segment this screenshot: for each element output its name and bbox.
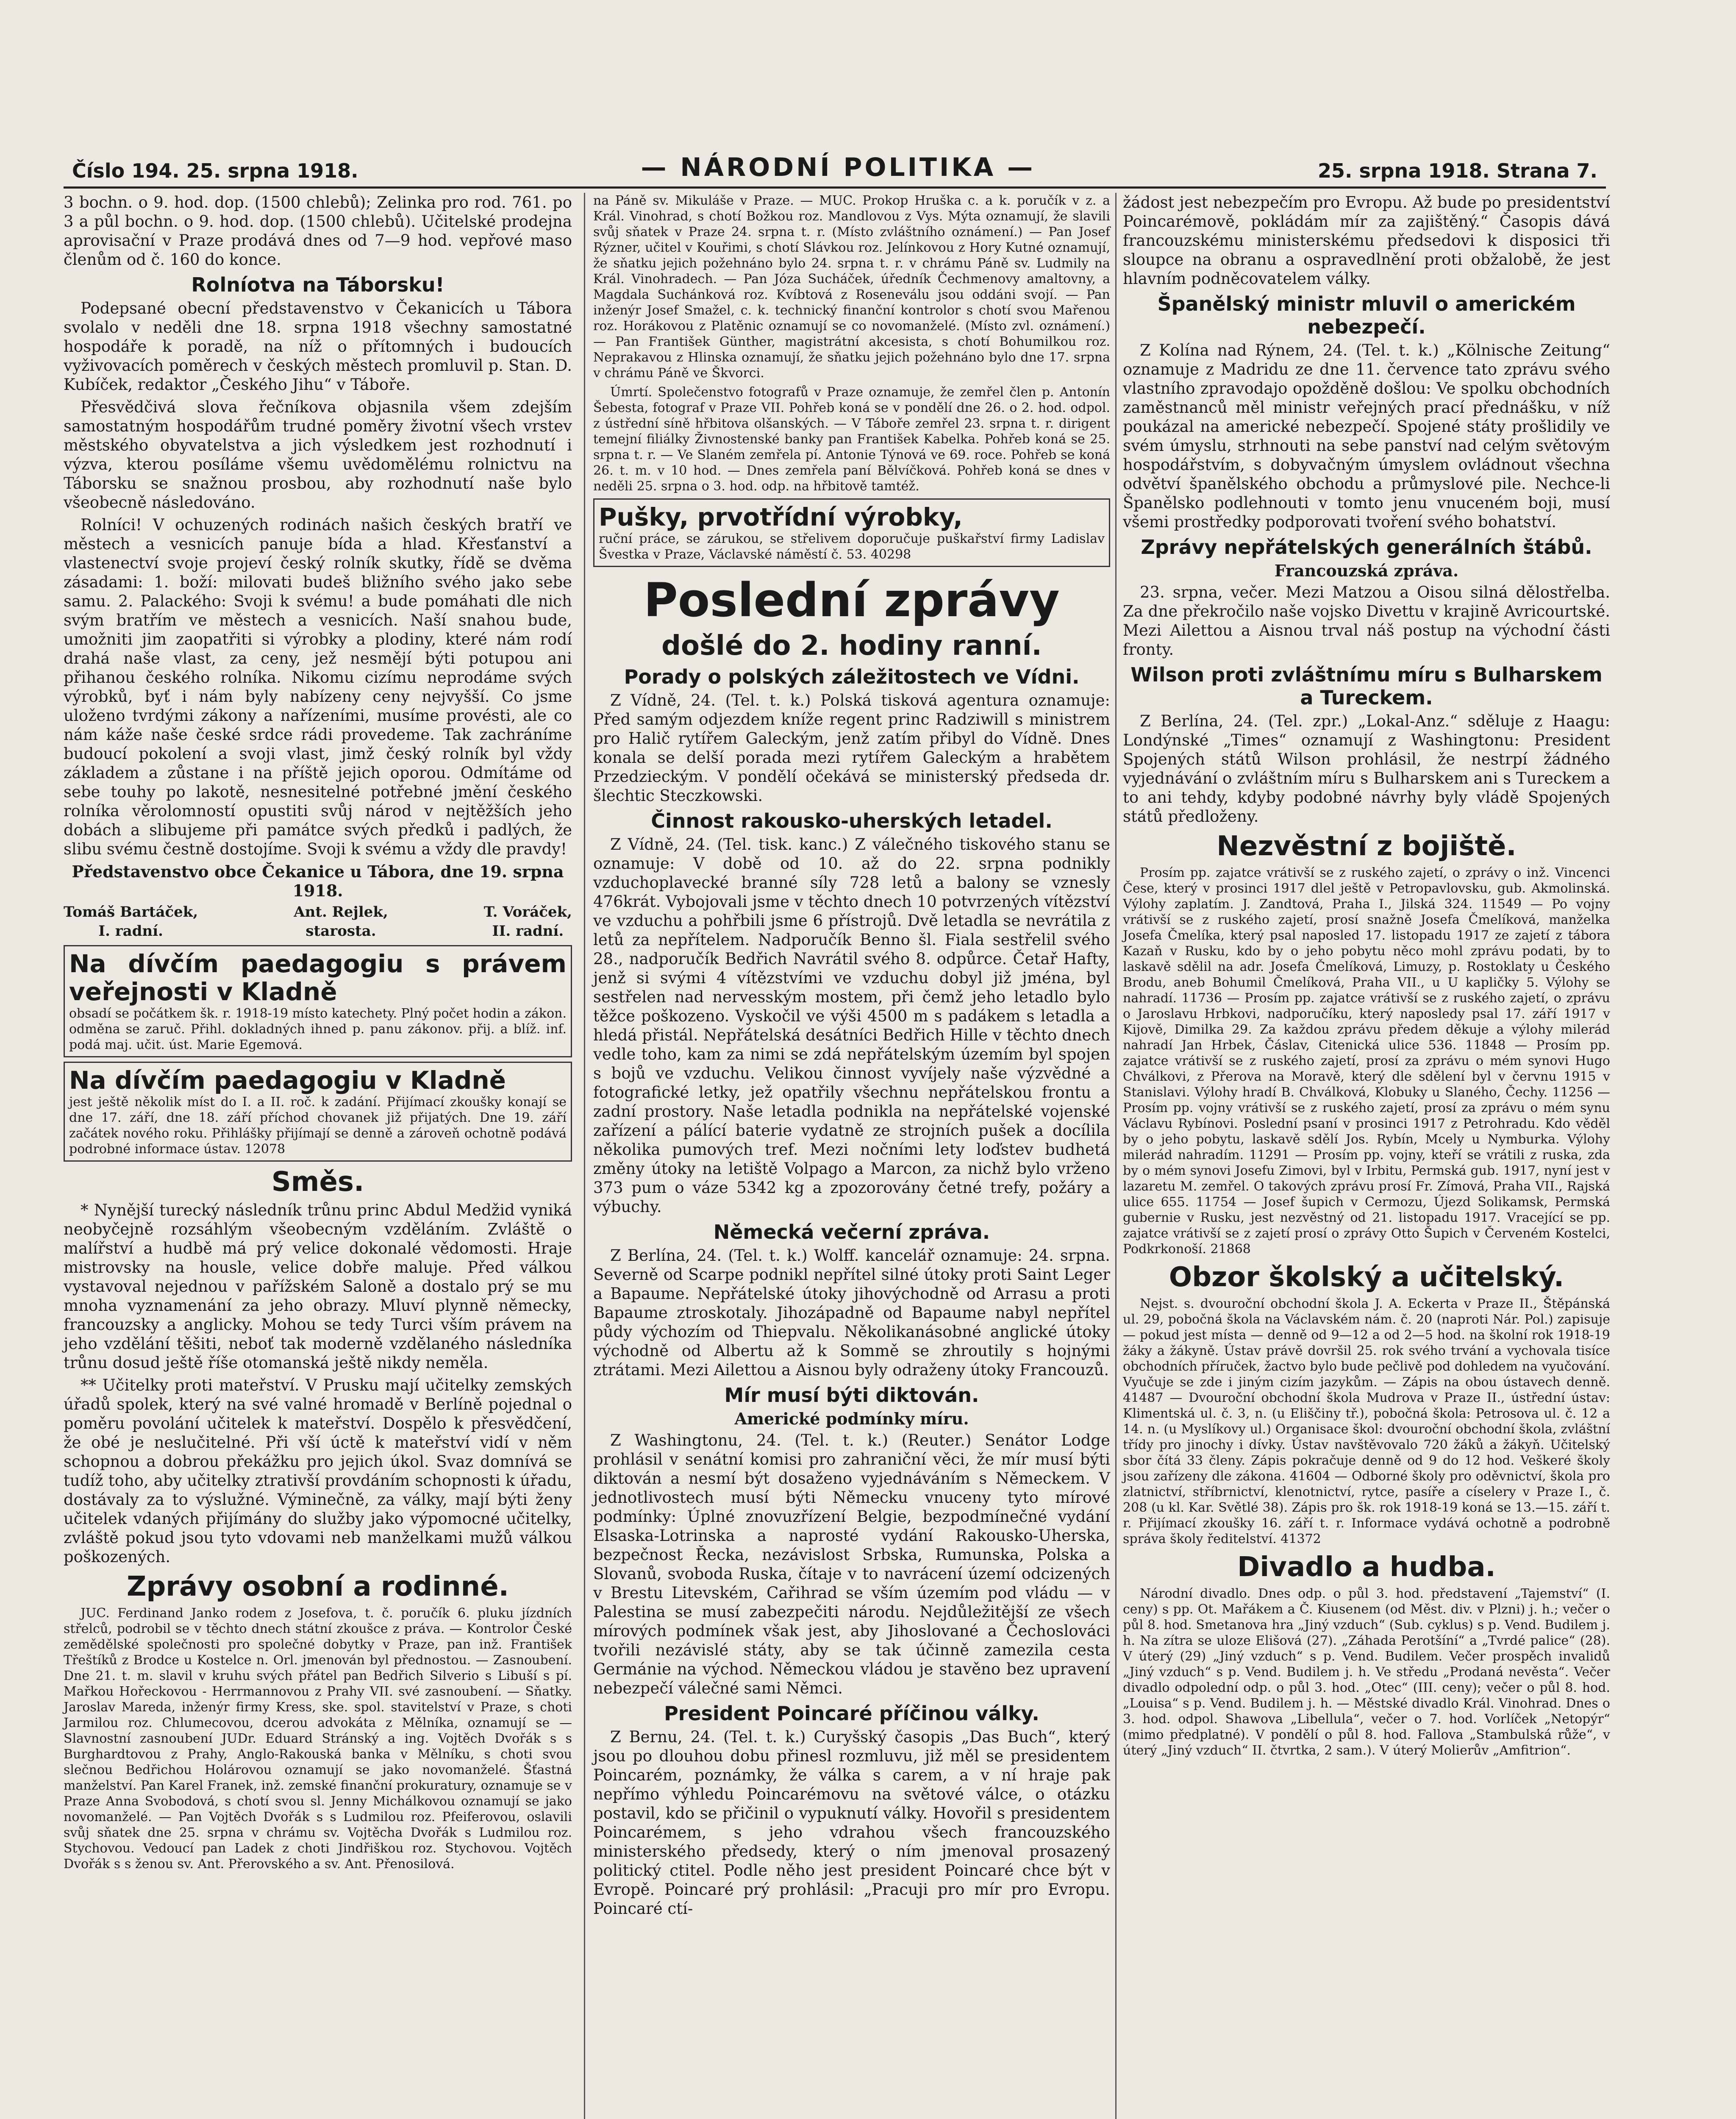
article-heading: Německá večerní zpráva. [713, 1221, 990, 1243]
ad-text: jest ještě několik míst do I. a II. roč. k zadání. Přijímací zkoušky konají se dne 17. září, dne 18. září příchod chovanek již přijatých. Dne 19. září začátek nového roku. Přihlášky přijímají se denně a zároveň ochotně podává podrobné informace ústav. 12078 [69, 1095, 567, 1157]
column-3 [1123, 193, 1610, 1762]
issue-info: Číslo 194. 25. srpna 1918. [72, 159, 358, 182]
advertisement [64, 1062, 572, 1162]
page-header [72, 153, 1597, 182]
signature [484, 903, 572, 941]
signature [64, 903, 198, 941]
signatures [64, 903, 572, 941]
article-paragraph: 23. srpna, večer. Mezi Matzou a Oisou silná dělostřelba. Za dne překročilo naše vojsko Divettu v krajině Avricourtské. Mezi Ailettou a Aisnou trval náš postup na východní části fronty. [1123, 583, 1610, 659]
article-paragraph: ** Učitelky proti mateřství. V Prusku mají učitelky zemských úřadů spolek, který na své valné hromadě v Berlíně pojednal o poměru povolání učitelek k mateřství. Dospělo k přesvědčení, že obé je neslučitelné. Při vší úctě k mateřství vidí v něm schopnou a dobrou překážku pro jejich úkol. Svaz domnívá se tudíž toho, aby učitelky ztrativší provdáním schopnosti k úřadu, dostávaly za to výslužné. Výminečně, za války, mají býti ženy učitelek vdaných přijímány do služby jako výpomocné učitelky, zvláště pokud jsou tyto vdovami neb manželkami mužů válkou poškozených. [64, 1376, 572, 1566]
section-heading: Poslední zprávy [644, 573, 1060, 627]
section-heading: Obzor školský a učitelský. [1169, 1262, 1564, 1293]
article-heading: Rolníotva na Táborsku! [191, 273, 444, 296]
signature-name: Ant. Rejlek, [294, 904, 388, 920]
article-paragraph: Z Bernu, 24. (Tel. t. k.) Curyšský časopis „Das Buch“, který jsou po dlouhou dobu přinesl rozmluvu, již měl se presidentem Poincarém, poznámky, že válka s carem, a v ní hraje pak nepřímo výhledu Poincarémovu na světové válce, o otázku postavil, kdo se přičinil o vypuknutí války. Hovořil s presidentem Poincarémem, s jeho vdrahou všech francouzského ministerského předsedy, který o ním jmenoval prosazený politický ctitel. Podle něho jest president Poincaré chce být v Evropě. Poincaré prý prohlásil: „Pracuji pro mír pro Evropu. Poincaré ctí- [593, 1728, 1110, 1918]
obituaries: Úmrtí. Společenstvo fotografů v Praze oznamuje, že zemřel člen p. Antonín Šebesta, fotograf v Praze VII. Pohřeb koná se v pondělí dne 26. o 2. hod. odpol. z ústřední síně hřbitova olšanských. — V Táboře zemřel 23. srpna t. r. dirigent temejní filiálky Živnostenské banky pan František Kabelka. Pohřeb koná se 25. srpna t. r. — Ve Slaném zemřela pí. Antonie Týnová ve 69. roce. Pohřeb se koná 26. t. m. v 10 hod. — Dnes zemřela paní Bělvíčková. Pohřeb koná se dnes v neděli 25. srpna o 3. hod. odp. na hřbitově tamtéž. [593, 385, 1110, 494]
header-rule [64, 186, 1606, 189]
article-heading: Činnost rakousko-uherských letadel. [651, 809, 1053, 832]
article-paragraph: Rolníci! V ochuzených rodinách našich českých bratří ve městech a vesnicích panuje bída a hlad. Křesťanství a vlastenectví svoje projeví český rolník skutky, řídě se dvěma zásadami: 1. boží: milovati budeš bližního svého jako sebe samu. 2. Palackého: Svoji k svému! a bude pomáhati dle nich svým bratřím ve městech a vesnicích. Naší snahou bude, umožniti jim zaopatřiti si výrobky a plodiny, které nám rodí drahá naše vlast, za ceny, jež nesmějí býti potupou ani přihanou českého rolníka. Nikomu cizímu neprodáme svých výrobků, byť i nám byly nabízeny ceny nejvyšší. Co jsme uloženo tvrdými zákony a nařízeními, musíme provésti, ale co nám káže naše české srdce rádi provedeme. Tak zachráníme budoucí pokolení a svoji vlast, jimž český rolník byl vždy základem a zůstane i na příště jejich oporou. Odmítáme od sebe touhy po lakotě, nesnesitelné potřebné jmění českého rolníka věrolomností opustiti svůj národ v nejtěžších jeho dobách a slibujeme při památce svých předků i padlých, že slibu svému čestně dostojíme. Svoji k svému a vždy dle pravdy! [64, 516, 572, 858]
ad-text: ruční práce, se zárukou, se střelivem doporučuje puškařství firmy Ladislav Švestka v Praze, Václavské náměstí č. 53. 40298 [599, 531, 1105, 562]
masthead-title: — NÁRODNÍ POLITIKA — [641, 153, 1036, 182]
article-paragraph: Z Berlína, 24. (Tel. zpr.) „Lokal-Anz.“ sděluje z Haagu: Londýnské „Times“ oznamují z Washingtonu: President Spojených států Wilson prohlásil, že nestrpí žádného vyjednávání o zvláštním míru s Bulharskem ani s Tureckem a to ani tehdy, kdyby podobné návrhy byly vládě Spojených států předloženy. [1123, 712, 1610, 826]
intro-paragraph: 3 bochn. o 9. hod. dop. (1500 chlebů); Zelinka pro rod. 761. po 3 a půl bochn. o 9. hod. dop. (1500 chlebů). Učitelské prodejna aprovisační v Praze prodává dnes od 7—9 hod. vepřové maso členům od č. 160 do konce. [64, 193, 572, 269]
article-paragraph: Z Berlína, 24. (Tel. t. k.) Wolff. kancelář oznamuje: 24. srpna. Severně od Scarpe podnikl nepřítel silné útoky proti Saint Leger a Bapaume. Nepřátelské útoky jihovýchodně od Arrasu a proti Bapaume ztroskotaly. Jihozápadně od Bapaume nabyl nepřítel půdy výchozím od Thiepvalu. Několikanásobné anglické útoky východně od Albertu až k Sommě se zhroutily s hojnými ztrátami. Mezi Ailettou a Aisnou byly odraženy útoky Francouzů. [593, 1246, 1110, 1379]
signature-name: Tomáš Bartáček, [64, 904, 198, 920]
article-paragraph: Národní divadlo. Dnes odp. o půl 3. hod. představení „Tajemství“ (I. ceny) s pp. Ot. Mařákem a Č. Kiusenem (od Měst. div. v Plzni) j. h.; večer o půl 8. hod. Smetanova hra „Jiný vzduch“ (Sub. cyklus) s p. Vend. Budilem j. h. Na zítra se uloze Elišová (27). „Záhada Perotšíní“ a „Tvrdé palice“ (28). V úterý (29) „Jiný vzduch“ s p. Vend. Budilem. Večer prospěch invalidů „Jiný vzduch“ s p. Vend. Budilem j. h. Ve středu „Prodaná nevěsta“. Večer divadlo odpolední odp. o půl 3. hod. „Otec“ (III. ceny); večer o půl 8. hod. „Louisa“ s p. Vend. Budilem j. h. — Městské divadlo Král. Vinohrad. Dnes o 3. hod. odpol. Shawova „Libellula“, večer o 7. hod. Vorlíček „Netopýr“ (mimo předplatné). V pondělí o půl 8. hod. Fallova „Stambulská růže“, v úterý „Jiný vzduch“ II. čtvrtka, 2 sam.). V úterý Molierův „Amfitrion“. [1123, 1586, 1610, 1758]
column-2 [593, 193, 1110, 1922]
article-heading: Porady o polských záležitostech ve Vídni. [624, 665, 1080, 688]
advertisement [64, 945, 572, 1057]
advertisement [593, 498, 1110, 567]
section-heading: Divadlo a hudba. [1237, 1552, 1496, 1583]
article-paragraph: Podepsané obecní představenstvo v Čekanicích u Tábora svolalo v neděli dne 18. srpna 1918 všechny samostatné hospodáře k poradě, na níž o přítomných i budoucích vyživovacích poměrech v českých městech promluvil p. Stan. D. Kubíček, redaktor „Českého Jihu“ v Táboře. [64, 299, 572, 394]
signature [294, 903, 388, 941]
signature-role: starosta. [306, 923, 376, 940]
article-paragraph: Z Washingtonu, 24. (Tel. t. k.) (Reuter.) Senátor Lodge prohlásil v senátní komisi pro zahraniční věci, že mír musí býti diktován a nesmí být dosaženo vyjednáváním s Německem. V jednotlivostech musí býti Německu vnuceny tyto mírové podmínky: Úplné znovuzřízení Belgie, bezpodmínečné vydání Elsaska-Lotrinska a naprosté vydání Rakousko-Uherska, bezpečnost Řecka, nezávislost Srbska, Rumunska, Polska a Slovanů, svoboda Ruska, čítaje v to navrácení území odcizených v Brestu Litevském, Cařihrad se vším územím pod vládu — v Palestina se musí zabezpečiti národu. Nejdůležitější ze všech mírových podmínek však jest, aby Jihoslované a Čechoslováci tvořili nezávislé státy, aby se tak účinně zamezila cesta Germánie na východ. Německou vládou je stavěno bez upravení nebezpečí válečné sami Němci. [593, 1431, 1110, 1697]
section-subheading: došlé do 2. hodiny ranní. [661, 630, 1042, 662]
article-paragraph: na Páně sv. Mikuláše v Praze. — MUC. Prokop Hruška c. a k. poručík v z. a Král. Vinohrad, s chotí Božkou roz. Mandlovou z Vys. Mýta oznamují, že slavili svůj sňatek v Praze 24. srpna t. r. (Místo zvláštního oznámení.) — Pan Josef Rýzner, učitel v Kouřimi, s chotí Slávkou roz. Jelínkovou z Hory Kutné oznamují, že sňatku jejich požehnáno bylo 24. srpna t. r. v chrámu Páně sv. Ludmily na Král. Vinohradech. — Pan Józa Sucháček, úředník Čechmenovy amaltovny, a Magdala Suchánková roz. Kvíbtová z Roseneválu jsou oddáni svojí. — Pan inženýr Josef Smažel, c. k. technický finanční kontrolor s chotí svou Mařenou roz. Horákovou z Platěnic oznamují se co novomanželé. (Místo zvl. oznámení.) — Pan František Günther, magistrátní akcesista, s chotí Bohumilkou roz. Neprakavou z Hlinska oznamují, že sňatku jejich požehnáno bylo dne 17. srpna v chrámu Páně ve Škvorci. [593, 193, 1110, 381]
ad-title: Pušky, prvotřídní výrobky, [599, 503, 963, 531]
article-paragraph: * Nynější turecký následník trůnu princ Abdul Medžid vyniká neobyčejně rozsáhlým všeobecným vzděláním. Zvláště o malířství a hudbě má prý velice dokonalé vědomosti. Hraje mistrovsky na housle, velice dobře maluje. Před válkou vystavoval nejednou v pařížském Saloně a dostalo prý se mu mnoha vyznamenání za jeho obrazy. Mluví plynně německy, francouzsky a anglicky. Mohou se tedy Turci vším právem na jeho vzdělání těšiti, neboť tak moderně vzdělaného následníka trůnu dosud ještě říše otomanská ještě nikdy neměla. [64, 1201, 572, 1372]
missing-persons-notices: Prosím pp. zajatce vrátivší se z ruského zajetí, o zprávy o inž. Vincenci Čese, který v prosinci 1917 dlel ještě v Petropavlovsku, gub. Akmolinská. Výlohy zaplatím. J. Zandtová, Praha I., Jilská 324. 11549 — Po vojny vrátivší se z ruského zajetí, prosí snažně Josefa Čmelíková, manželka Josefa Čmelíka, který psal naposled 17. listopadu 1917 ze zajetí z tábora Kazaň v Rusku, kdo by o jeho pobytu něco mohl zprávu podati, by to laskavě sdělil na adr. Josefa Čmelíková, Limuzy, p. Rostoklaty u Českého Brodu, aneb Bohumil Čmelíková, Praha VII., u U kapličky 5. Výlohy se nahradí. 11736 — Prosím pp. zajatce vrátivší se z ruského zajetí, o zprávu o Jaroslavu Hrbkovi, nadporučíku, který naposledy psal 17. září 1917 v Kijově, Dimilka 29. Za každou zprávu předem děkuje a výlohy milerád nahradí Jan Hrbek, Čáslav, Citenická ulice 536. 11848 — Prosím pp. zajatce vrátivší se z ruského zajetí, prosí za zprávu o mém synovi Hugo Chválkovi, z Přerova na Moravě, který dle sdělení byl v červnu 1915 v Stanislavi. Výlohy hradí B. Chválková, Klobuky u Slaného, Čechy. 11256 — Prosím pp. vojny vrátivší se z ruského zajetí, prosí za zprávu o mém synu Václavu Rybínovi. Poslední psaní v prosinci 1917 z Petrohradu. Kdo věděl by o jeho pobytu, laskavě sdělí Jos. Rybín, Mcely u Nymburka. Výlohy milerád nahradím. 11291 — Prosím pp. vojny, kteří se vrátili z ruska, zda by o mém synovi Josefu Zimovi, byl v Irbitu, Permská gub. 1917, nyní jest v lazaretu M. zemřel. O takových zprávu prosí Fr. Zímová, Praha VII., Rajská ulice 655. 11754 — Josef šupich v Cermozu, Újezd Solikamsk, Permská gubernie v Rusku, jest nezvěstný od 21. listopadu 1917. Vracející se pp. zajatce vrátivší se z zajetí prosí o zprávy Otto Šupich v Červeném Kostelci, Podkrkonoší. 21868 [1123, 865, 1610, 1257]
article-paragraph: Nejst. s. dvouroční obchodní škola J. A. Eckerta v Praze II., Štěpánská ul. 29, pobočná škola na Václavském nám. č. 20 (naproti Nár. Pol.) zapisuje — pokud jest místa — denně od 9—12 a od 2—5 hod. na školní rok 1918-19 žáky a žákyně. Ústav právě dovršil 25. rok svého trvání a vychovala tisíce obchodních příruček, žactvo bylo bude pečlivě pod dohledem na vyučování. Vyučuje se zde i jiným cizím jazykům. — Zápis na obou ústavech denně. 41487 — Dvouroční obchodní škola Mudrova v Praze II., ústřední ústav: Klimentská ul. č. 3, n. (u Eliščiny tř.), pobočná škola: Petrosova ul. č. 12 a 14. n. (u Myslíkovy ul.) Organisace škol: dvouroční obchodní škola, zvláštní třídy pro jinochy i dívky. Ústav navštěvovalo 720 žáků a žákyň. Učitelský sbor čítá 33 členy. Zápis pokračuje denně od 9 do 12 hod. Veškeré školy jsou zařízeny dle zákona. 41604 — Odborné školy pro oděvnictví, škola pro zlatnictví, stříbrnictví, klenotnictví, rytce, pasíře a císelery v Praze I., č. 208 (u kl. Kar. Světlé 38). Zápis pro šk. rok 1918-19 koná se 13.—15. září t. r. Přijímací zkoušky 16. září t. r. Informace vydává ochotně a podrobně správa školy ředitelství. 41372 [1123, 1296, 1610, 1546]
article-paragraph: Z Kolína nad Rýnem, 24. (Tel. t. k.) „Kölnische Zeitung“ oznamuje z Madridu ze dne 11. července tato zprávu svého vlastního zpravodajo opožděně došlou: Ve spolku obchodních zaměstnanců měl ministr veřejných prací přednášku, v níž poukázal na americké nebezpečí. Spojené státy prošlidily ve svém úmyslu, strhnouti na sebe panství nad celým světovým hospodářstvím, s dobyvačným úmyslem ovládnout všechna odvětví španělského obchodu a průmyslové pile. Nechce-li Španělsko podlehnouti v tomto jenu vnuceném boji, musí všemi prostředky podporovati tvoření svého bohatství. [1123, 341, 1610, 531]
column-1 [64, 193, 572, 1875]
section-heading: Směs. [271, 1166, 364, 1198]
article-subheading: Francouzská zpráva. [1274, 561, 1459, 580]
article-heading: Mír musí býti diktován. [724, 1384, 979, 1407]
section-heading: Nezvěstní z bojiště. [1217, 831, 1517, 862]
signature-heading: Představenstvo obce Čekanice u Tábora, dne 19. srpna 1918. [72, 862, 564, 900]
article-heading: Wilson proti zvláštnímu míru s Bulharskem a Tureckem. [1130, 663, 1603, 709]
ad-text: obsadí se počátkem šk. r. 1918-19 místo katechety. Plný počet hodin a zákon. odměna se zaruč. Přihl. dokladných ihned p. panu zákonov. přij. a blíž. inf. podá maj. učit. úst. Marie Egemová. [69, 1006, 567, 1052]
article-paragraph: Z Vídně, 24. (Tel. t. k.) Polská tisková agentura oznamuje: Před samým odjezdem kníže regent princ Radziwill s ministrem pro Halič rytířem Galeckým, jenž zatím přibyl do Vídně. Dnes konala se delší porada mezi rytířem Galeckým a hrabětem Przedzieckým. V pondělí očekává se ministerský předseda dr. šlechtic Steczkowski. [593, 691, 1110, 805]
article-paragraph: žádost jest nebezpečím pro Evropu. Až bude po presidentství Poincarémově, pokládám mír za zajištěný.“ Časopis dává francouzskému ministerskému předsedovi k disposici tři sloupce na obranu a ospravedlnění proti obžalobě, že jest hlavním podněcovatelem války. [1123, 193, 1610, 288]
signature-name: T. Voráček, [483, 904, 572, 920]
signature-role: II. radní. [492, 923, 564, 940]
article-paragraph: JUC. Ferdinand Janko rodem z Josefova, t. č. poručík 6. pluku jízdních střelců, podrobil se v těchto dnech státní zkoušce z práva. — Kontrolor České zemědělské společnosti pro společné dobytky v Praze, pan inž. František Třeštíků z Brodce u Kostelce n. Orl. jmenován byl přednostou. — Zasnoubení. Dne 21. t. m. slavil v kruhu svých přátel pan Bedřich Silverio s Libuší s pí. Mařkou Hořeckovou - Herrmannovou z Prahy VII. své zasnoubení. — Sňatky. Jaroslav Mareda, inženýr firmy Kress, ske. spol. stavitelství v Praze, s choti Jarmilou roz. Chlumecovou, dcerou advokáta z Mělníka, oznamují se — Slavnostní zasnoubení JUDr. Eduard Stránský a ing. Vojtěch Dvořák s s Burghardtovou z Prahy, Anglo-Rakouská banka v Mělníku, s choti svou slečnou Bedřichou Holárovou oznamují se jako novomanželé. Šťastná manželství. Pan Karel Franek, inž. zemské finanční prokuratury, oznamuje se v Praze Anna Svobodová, s chotí svou sl. Jenny Michálkovou oznamují se jako novomanželé. — Pan Vojtěch Dvořák s s Ludmilou roz. Pfeiferovou, oslavili svůj sňatek dne 25. srpna v chrámu sv. Vojtěcha Dvořák s Ludmilou roz. Stychovou. Vedoucí pan Ladek z choti Jindřiškou roz. Stychovou. Vojtěch Dvořák s s ženou sv. Ant. Přerovského a sv. Ant. Přenosilová. [64, 1606, 572, 1872]
article-paragraph: Z Vídně, 24. (Tel. tisk. kanc.) Z válečného tiskového stanu se oznamuje: V době od 10. až do 22. srpna podnikly vzduchoplavecké branné síly 728 letů a balony se vznesly 476krát. Vybojovali jsme v těchto dnech 10 potvrzených vítězství ve vzduchu a pohřbili jsme 6 přístrojů. Dvě letadla se nevrátila z letů za nepřítelem. Nadporučík Benno šl. Fiala sestřelil svého 28., nadporučík Bedřich Navrátil svého 8. odpůrce. Četař Hafty, jenž si svými 4 vítězstvími ve vzduchu dobyl již jména, byl sestřelen nad nervesským mostem, při čemž jeho letadlo bylo těžce poškozeno. Vyskočil ve výši 4500 m s padákem s letadla a hledá přistál. Nepřátelská desátníci Bedřich Hille v těchto dnech vedle toho, kam za nimi se zdá nepřátelským územím byl spojen s bojů ve vzduchu. Velikou činnost vyvíjely naše výzvědné a fotografické letky, jež opatřily všechnu nepřátelskou frontu a zadní prostory. Naše letadla podnikla na nepřátelské vojenské zařízení a pálící baterie vydatně ze strojních pušek a docílila několika pumových tref. Mezi nočními lety loďstev budhetá změny útoky na letiště Volpago a Marcon, za nichž bylo vrženo 373 pum o váze 5342 kg a zpozorovány četné trefy, požáry a výbuchy. [593, 835, 1110, 1216]
signature-role: I. radní. [98, 923, 163, 940]
column-divider [1115, 193, 1117, 2119]
article-paragraph: Přesvědčivá slova řečníkova objasnila všem zdejším samostatným hospodářům trudné poměry životní všech vrstev městského obyvatelstva a jich výsledkem jest rozhodnutí i výzva, kterou posíláme všemu uvědomělému rolnictvu na Táborsku se snažnou prosbou, aby rozhodnutí naše bylo všeobecně následováno. [64, 398, 572, 512]
article-heading: Zprávy nepřátelských generálních štábů. [1141, 536, 1592, 559]
ad-title: Na dívčím paedagogiu s právem veřejnosti v Kladně [69, 949, 567, 1006]
article-heading: President Poincaré příčinou války. [664, 1702, 1039, 1725]
article-heading: Španělský ministr mluvil o americkém nebezpečí. [1157, 292, 1576, 338]
page-info: 25. srpna 1918. Strana 7. [1318, 159, 1597, 182]
article-subheading: Americké podmínky míru. [734, 1409, 969, 1428]
section-heading: Zprávy osobní a rodinné. [127, 1571, 509, 1602]
column-divider [584, 193, 585, 2119]
ad-title: Na dívčím paedagogiu v Kladně [69, 1066, 506, 1095]
